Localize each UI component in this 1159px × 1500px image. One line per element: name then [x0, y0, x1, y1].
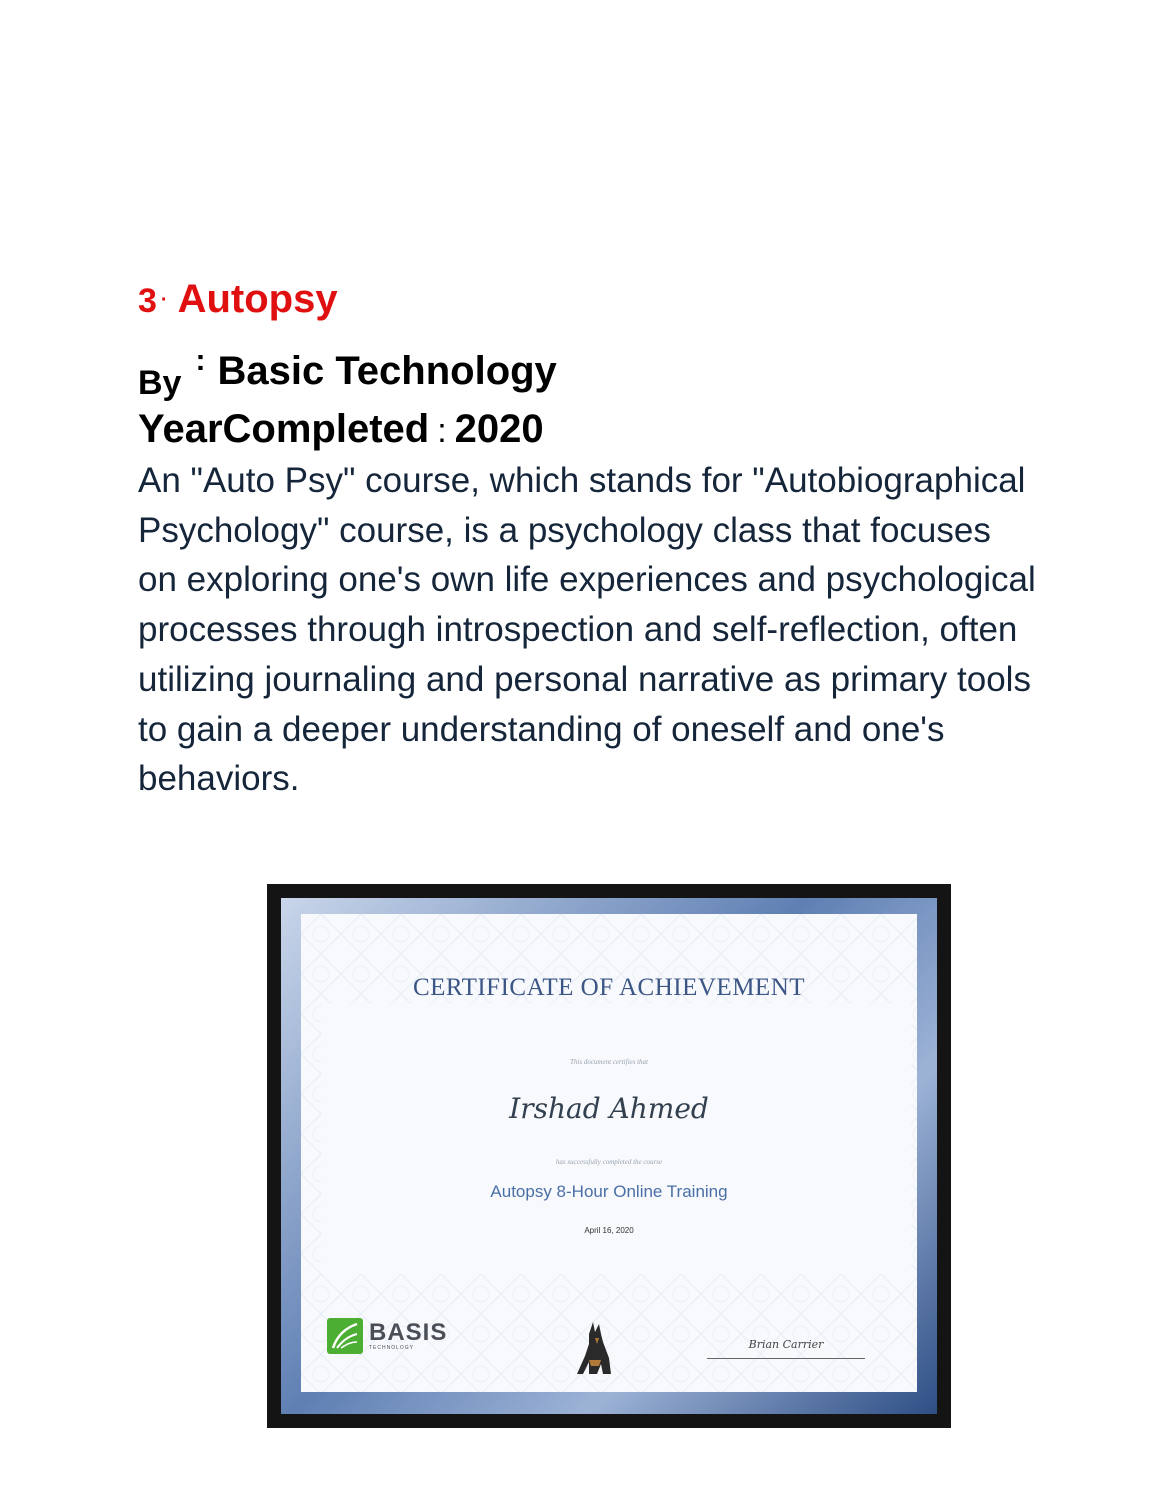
certificate-title: CERTIFICATE OF ACHIEVEMENT [412, 974, 806, 1001]
section-separator: · [160, 289, 168, 311]
basis-logo [327, 1318, 447, 1354]
certificate-recipient: Irshad Ahmed [509, 1092, 709, 1125]
certificate-image [267, 884, 951, 1428]
year-value: 2020 [454, 407, 544, 451]
certificate-course: Autopsy 8-Hour Online Training [490, 1182, 728, 1201]
section-heading [138, 276, 338, 324]
section-title: Autopsy [177, 277, 338, 321]
certificate-certifies-text: This document certifies that [570, 1058, 648, 1066]
course-description: An "Auto Psy" course, which stands for "Autobiographical Psychology" course, is a psychology class that focuses on exploring one's own life experiences and psychological processes through introspection and self-reflection, often utilizing journaling and personal narrative as primary tools to gain a deeper understanding of oneself and one's behaviors. [138, 461, 1036, 799]
basis-logo-sub: TECHNOLOGY [369, 1345, 415, 1351]
dog-mascot-icon [575, 1318, 615, 1378]
year-label: YearCompleted [138, 407, 430, 451]
author-colon: : [195, 344, 206, 377]
author-value: Basic Technology [217, 349, 557, 393]
section-number: 3 [138, 282, 157, 320]
basis-leaf-icon [327, 1318, 363, 1354]
basis-logo-word: BASIS [369, 1319, 448, 1346]
year-colon: : [437, 412, 447, 450]
certificate-completed-text: has successfully completed the course [555, 1158, 663, 1166]
certificate-mat [281, 898, 937, 1414]
certificate-date: April 16, 2020 [584, 1226, 634, 1235]
certificate-paper [301, 914, 917, 1392]
signature-line [707, 1358, 865, 1359]
certificate-signature: Brian Carrier [748, 1338, 824, 1351]
author-label: By [138, 364, 182, 402]
year-line [138, 404, 544, 456]
author-line [138, 336, 557, 408]
